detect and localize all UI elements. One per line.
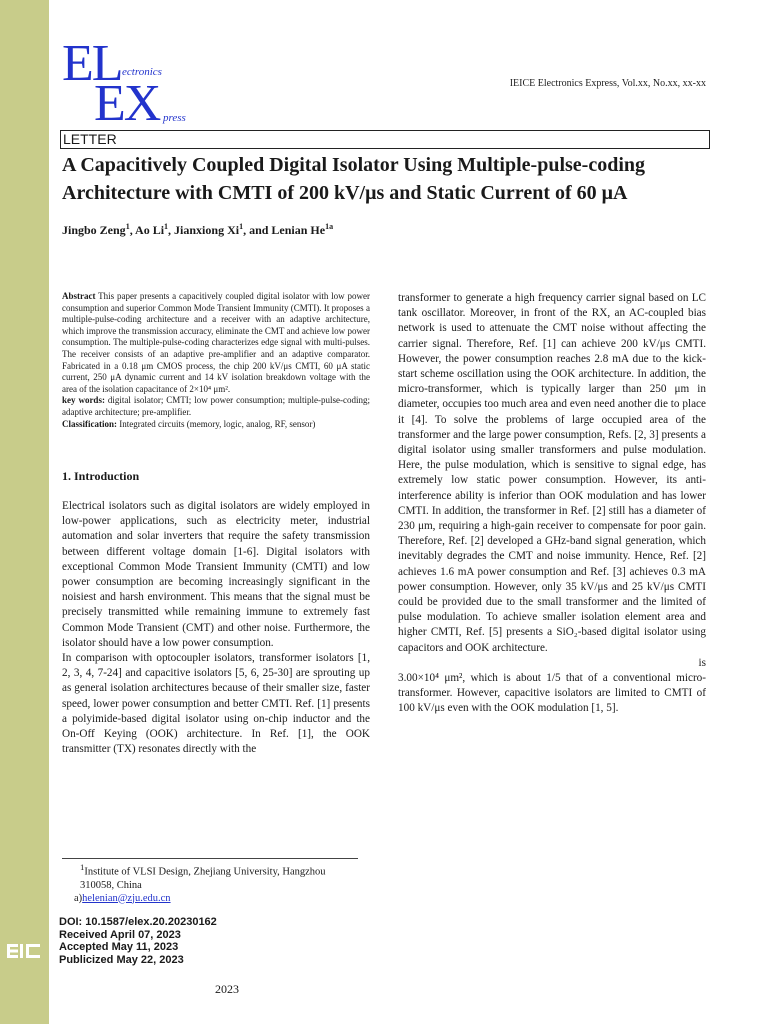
- classification-paragraph: [62, 419, 370, 431]
- affiliation-mark: 1: [80, 862, 85, 872]
- keywords-label: key words:: [62, 395, 105, 406]
- accepted-date: Accepted May 11, 2023: [59, 941, 179, 953]
- doi-line: DOI: 10.1587/elex.20.20230162: [59, 916, 217, 928]
- abstract-block: [62, 291, 370, 430]
- classification-label: Classification:: [62, 418, 117, 429]
- logo-press: press: [163, 112, 186, 124]
- footer-year: 2023: [215, 982, 239, 996]
- abstract-text: This paper presents a capacitively coupled digital isolator with low power consumption and superior Common Mode Transient Immunity (CMTI). It proposes a multiple-pulse-coding architecture and a receiver with an adaptive architecture, which improve the transmission accuracy, eliminate the CMT and achieve low power consumption. The multiple-pulse-coding characterizes edge signal with multi-pulses. The receiver consists of an adaptive pre-amplifier and an adaptive comparator. Fabricated in a 0.18 μm CMOS process, the chip 200 kV/μs CMTI, 60 μA static current, 250 μA dynamic current and 14 kV isolation breakdown voltage with the area of the isolation capacitance of 2×10⁴ μm².: [62, 291, 370, 394]
- author-affiliation-mark: 1: [125, 222, 130, 231]
- keywords-paragraph: [62, 395, 370, 418]
- affiliation-text: Institute of VLSI Design, Zhejiang University, Hangzhou: [84, 866, 326, 878]
- email-link[interactable]: helenian@zju.edu.cn: [82, 892, 171, 904]
- logo-electronics: ectronics: [122, 66, 162, 78]
- body-fragment: is: [698, 656, 706, 669]
- footnote-divider: [62, 858, 358, 859]
- body-paragraph: transformer to generate a high frequency carrier signal based on LC tank oscillator. Moreover, in front of the RX, an AC-coupled bias network is used to attenuate the CMT noise without affecting the carrier signal. Therefore, Ref. [1] can achieve 200 kV/μs CMTI. However, the power consumption reaches 2.8 mA due to the kick-start scheme oscillation using the OOK architecture. In addition, the micro-transformer, which is typically larger than 250 μm in diameter, occupies too much area and even need another die to place it [4]. To solve the problems of large occupied area of the transformer and the large power consumption, Refs. [2, 3] presents a digital isolator using smaller transformers and pulse modulation. Here, the pulse modulation, which is sensitive to signal edge, has extremely low static power consumption. However, its anti-interference ability is inferior than OOK modulation and has lower CMTI. In addition, the transformer in Ref. [2] still has a diameter of 230 μm, requiring a high-gain receiver to compensate for poor gain. Therefore, Ref. [2] developed a GHz-band signal generation, which inevitably degrades the CMT and noise immunity. Hence, Ref. [2] achieves 1.6 mA power consumption and Ref. [3] achieves 0.3 mA power consumption. However, only 35 kV/μs and 25 kV/μs CMTI could be provided due to the small transformer and the limited of pulse modulation. To achieve smaller isolation element area and higher CMTI, Ref. [5] presents a SiO₂-based digital isolator using capacitors and OOK architecture.: [398, 292, 706, 654]
- author-list: [62, 222, 333, 238]
- left-column-body: [62, 499, 370, 757]
- body-paragraph: In comparison with optocoupler isolators, transformer isolators [1, 2, 3, 4, 7-24] and capacitive isolators [5, 6, 25-30] are sprouting up as general isolation architectures because of their smaller size, faster speed, lower power consumption and better CMTI. Ref. [1] presents a polyimide-based digital isolator using on-chip inductor and the On-Off Keying (OOK) architecture. In Ref. [1], the OOK transmitter (TX) resonates directly with the: [62, 652, 370, 756]
- eic-logo-icon: [6, 935, 44, 967]
- affiliation-line: [62, 861, 362, 879]
- author-name: Lenian He: [271, 223, 326, 237]
- journal-reference: IEICE Electronics Express, Vol.xx, No.xx, xx-xx: [509, 78, 706, 89]
- section-heading: 1. Introduction: [62, 469, 140, 483]
- keywords-text: digital isolator; CMTI; low power consumption; multiple-pulse-coding; adaptive architecture; pre-amplifier.: [62, 395, 371, 417]
- left-sidebar-band: [0, 0, 49, 1024]
- author-separator: , and: [243, 223, 272, 237]
- author-affiliation-mark: 1a: [325, 222, 334, 231]
- abstract-paragraph: [62, 291, 370, 395]
- author-separator: ,: [168, 223, 175, 237]
- received-date: Received April 07, 2023: [59, 928, 181, 941]
- right-column-body: [398, 291, 706, 717]
- author-name: Jingbo Zeng: [62, 223, 126, 237]
- affiliation-footnote: [62, 861, 362, 905]
- journal-logo: [62, 35, 202, 132]
- article-type-box: LETTER: [60, 130, 710, 149]
- logo-el: EL: [62, 35, 122, 92]
- author-name: Ao Li: [135, 223, 165, 237]
- affiliation-line: 310058, China: [80, 879, 142, 891]
- author-name: Jianxiong Xi: [174, 223, 240, 237]
- author-separator: ,: [129, 223, 136, 237]
- email-prefix: a): [74, 892, 83, 904]
- paper-title: A Capacitively Coupled Digital Isolator Using Multiple-pulse-coding Architecture with CMTI of 200 kV/μs and Static Current of 60 μA: [62, 154, 646, 204]
- author-affiliation-mark: 1: [164, 222, 169, 231]
- body-paragraph: Electrical isolators such as digital isolators are widely employed in low-power applications, such as electricity meter, industrial automation and solar inverters that require the safety transmission between different voltage domain [1-6]. Digital isolators with exceptional Common Mode Transient Immunity (CMTI) and low power consumption are becoming increasingly significant in the noisiest and harsh environment. This means that the signal must be precisely transmitted while remaining immune to extremely fast Common Mode Transient (CMT) and other noise. Furthermore, the isolator should have a low power consumption.: [62, 500, 370, 649]
- author-affiliation-mark: 1: [239, 222, 244, 231]
- abstract-label: Abstract: [62, 291, 96, 301]
- body-paragraph: 3.00×10⁴ μm², which is about 1/5 that of a conventional micro-transformer. However, capacitive isolators are limited to CMTI of 100 kV/μs even with the OOK modulation [1, 5].: [398, 672, 706, 715]
- publicized-date: Publicized May 22, 2023: [59, 953, 184, 966]
- publication-info: [59, 916, 217, 966]
- logo-ex: EX: [94, 75, 160, 132]
- classification-text: Integrated circuits (memory, logic, analog, RF, sensor): [117, 418, 316, 429]
- email-line: [62, 892, 362, 905]
